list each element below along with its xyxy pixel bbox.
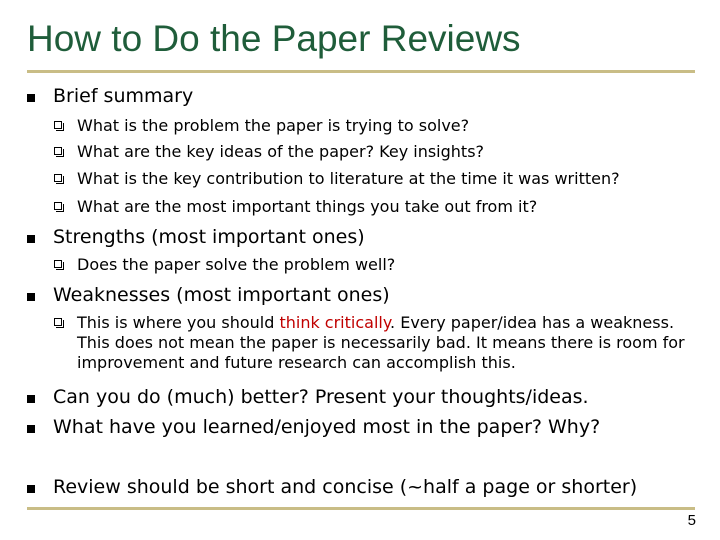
footer-rule: [27, 507, 695, 510]
paragraph-text-before: This is where you should: [77, 313, 280, 332]
square-bullet-icon: [27, 94, 35, 102]
bullet-text: Weaknesses (most important ones): [53, 284, 390, 306]
square-bullet-icon: [27, 293, 35, 301]
bullet-text: Can you do (much) better? Present your thoughts/ideas.: [53, 386, 589, 408]
bullet-text: Brief summary: [53, 85, 194, 107]
page-number: 5: [687, 512, 696, 529]
paragraph-text-after: . Every paper/idea has a weakness. This does not mean the paper is necessarily bad. It means there is room for improvement and future research can accomplish this.: [77, 313, 685, 372]
title-rule: [27, 70, 695, 73]
square-bullet-icon: [27, 485, 35, 493]
bullet-text: Review should be short and concise (~half a page or shorter): [53, 476, 638, 498]
sub-bullet-text: What is the key contribution to literature at the time it was written?: [77, 169, 620, 188]
square-bullet-icon: [27, 235, 35, 243]
highlighted-phrase: think critically: [279, 313, 391, 332]
sub-bullet-text: What are the most important things you take out from it?: [77, 197, 538, 216]
sub-bullet-text: What is the problem the paper is trying to solve?: [77, 116, 470, 135]
hollow-square-bullet-icon: [54, 260, 62, 268]
bullet-text: Strengths (most important ones): [53, 226, 365, 248]
sub-bullet-text: [77, 313, 687, 373]
sub-bullet-text: Does the paper solve the problem well?: [77, 255, 396, 274]
hollow-square-bullet-icon: [54, 174, 62, 182]
square-bullet-icon: [27, 425, 35, 433]
hollow-square-bullet-icon: [54, 147, 62, 155]
sub-bullet-text: What are the key ideas of the paper? Key insights?: [77, 142, 485, 161]
hollow-square-bullet-icon: [54, 318, 62, 326]
slide-title: How to Do the Paper Reviews: [27, 18, 521, 59]
bullet-text: What have you learned/enjoyed most in the paper? Why?: [53, 416, 601, 438]
hollow-square-bullet-icon: [54, 121, 62, 129]
hollow-square-bullet-icon: [54, 202, 62, 210]
square-bullet-icon: [27, 395, 35, 403]
